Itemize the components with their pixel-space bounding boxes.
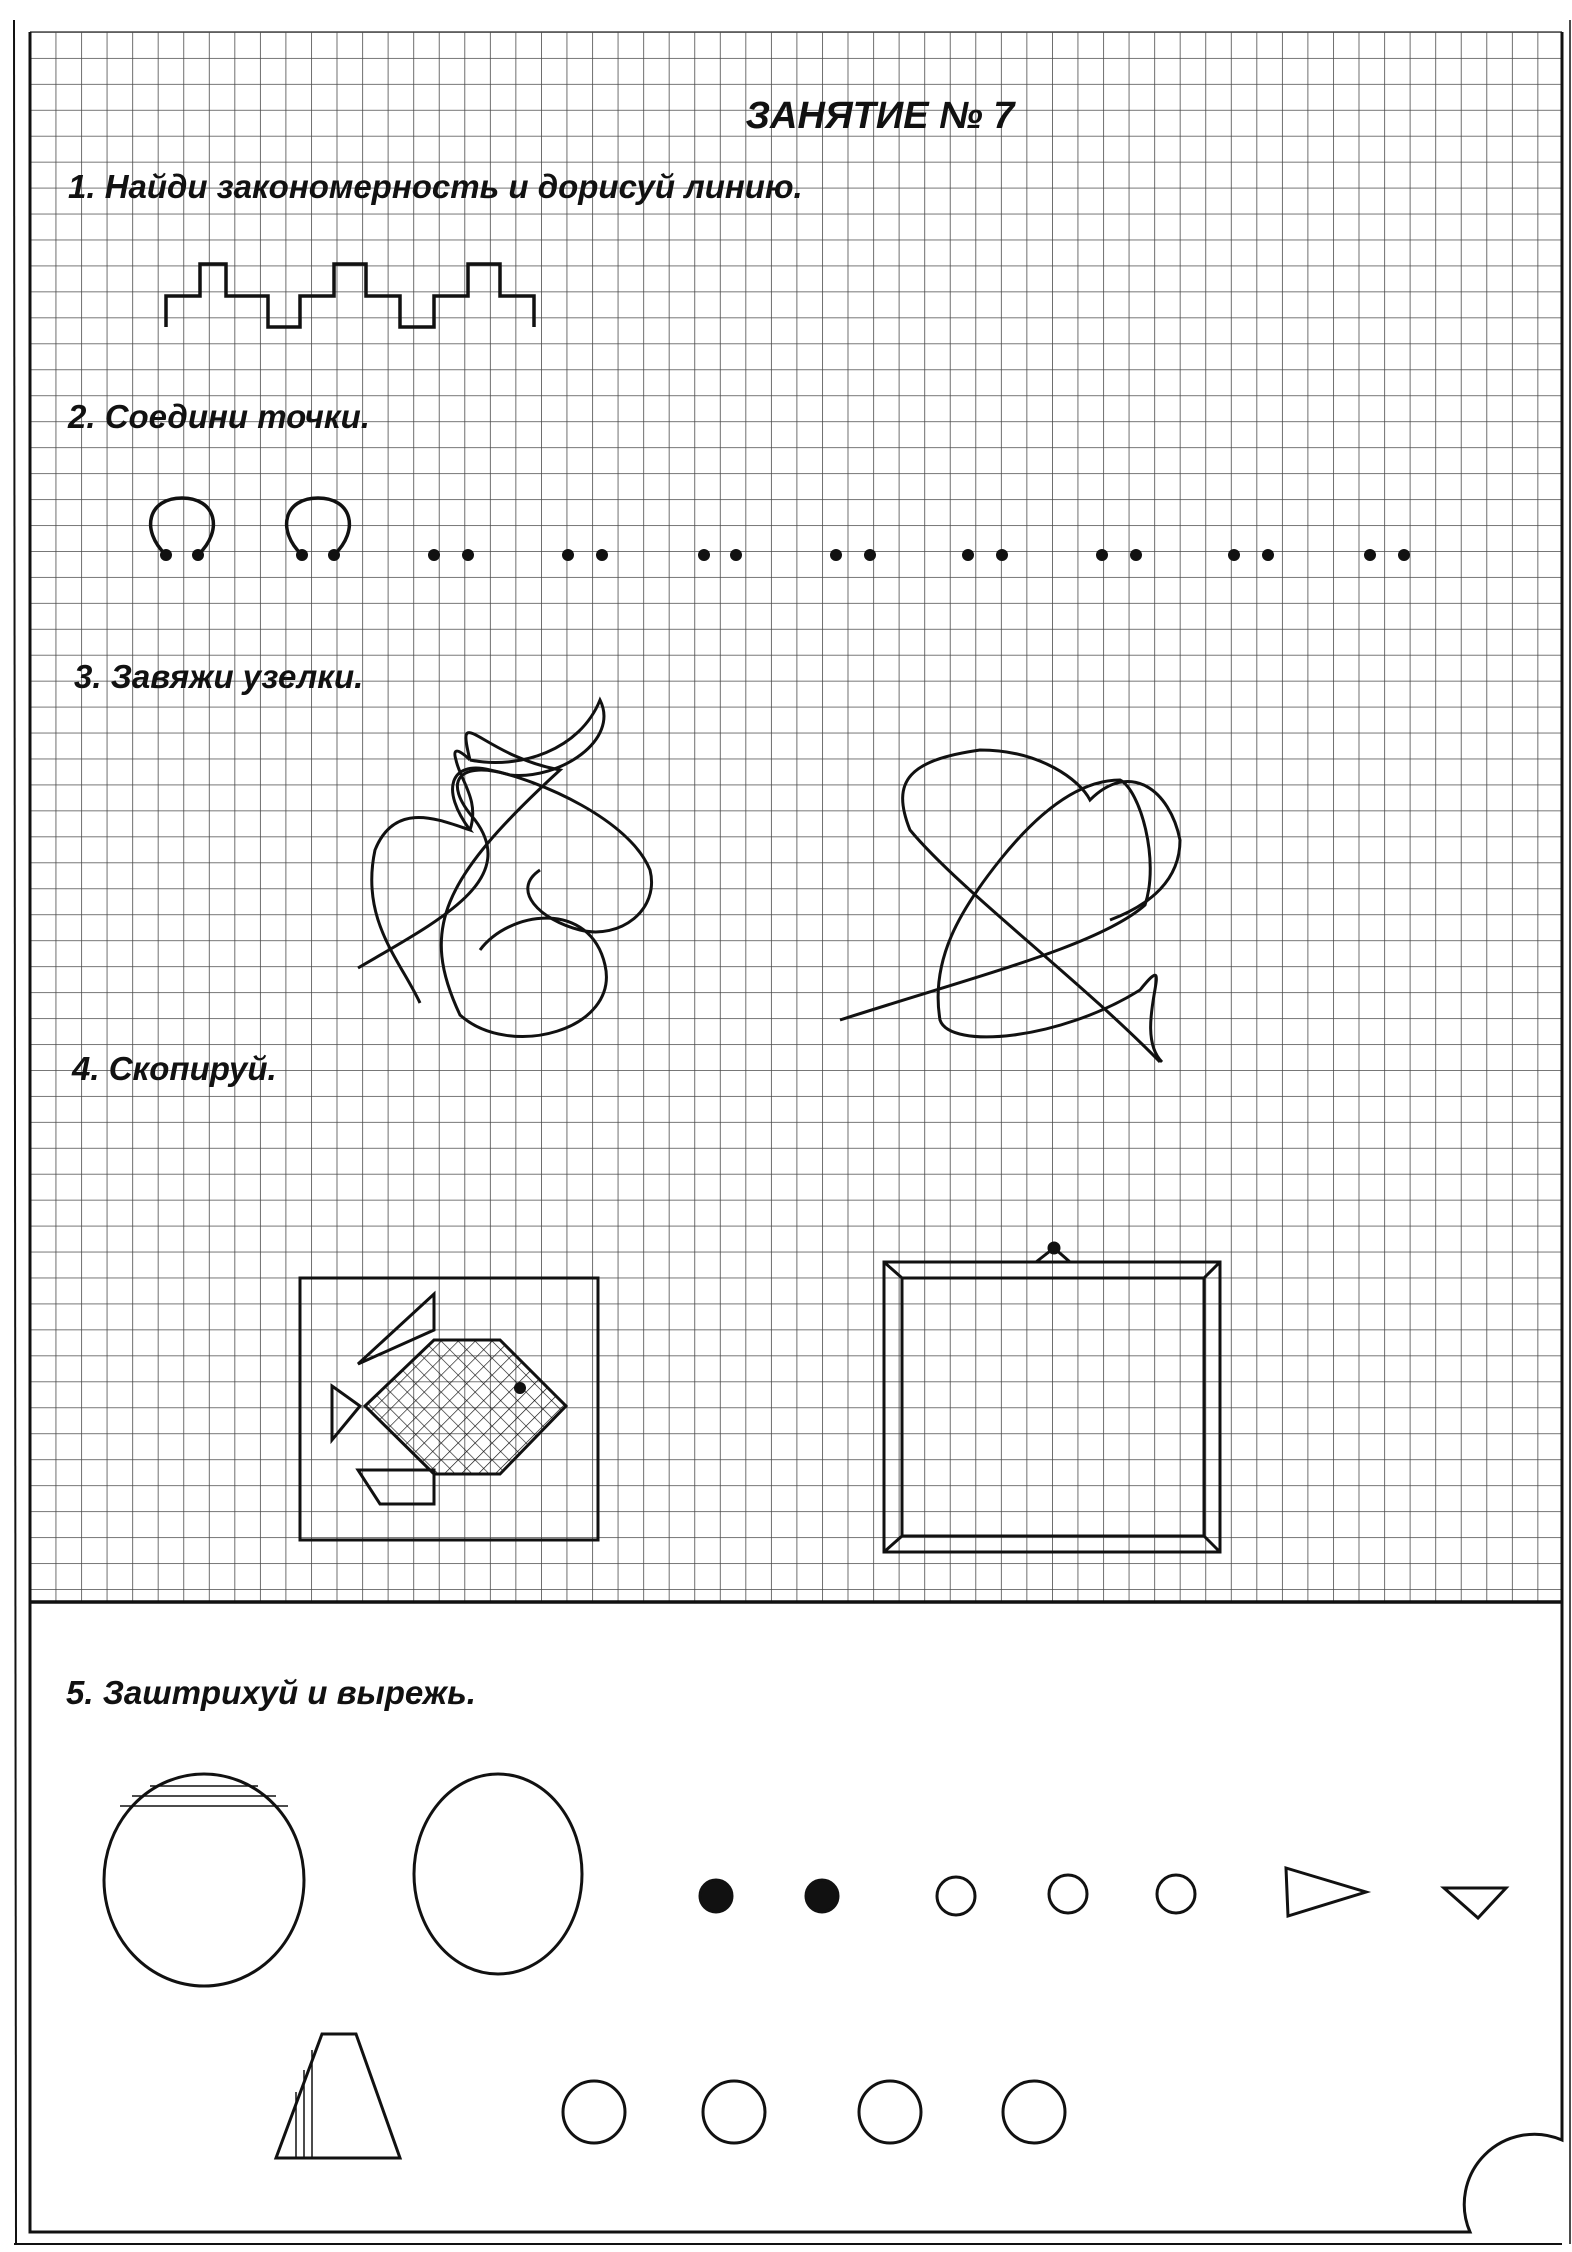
task-1-label: 1. Найди закономерность и дорисуй линию.	[68, 168, 803, 205]
task-3-label: 3. Завяжи узелки.	[74, 658, 364, 695]
task-5-label: 5. Заштрихуй и вырежь.	[66, 1674, 476, 1711]
cutout-shapes-icon	[104, 1774, 1506, 2158]
task-2-label: 2. Соедини точки.	[68, 398, 370, 435]
graph-paper-grid	[30, 32, 1562, 1602]
task-4-label: 4. Скопируй.	[72, 1050, 277, 1087]
page-title: ЗАНЯТИЕ № 7	[745, 95, 1015, 137]
